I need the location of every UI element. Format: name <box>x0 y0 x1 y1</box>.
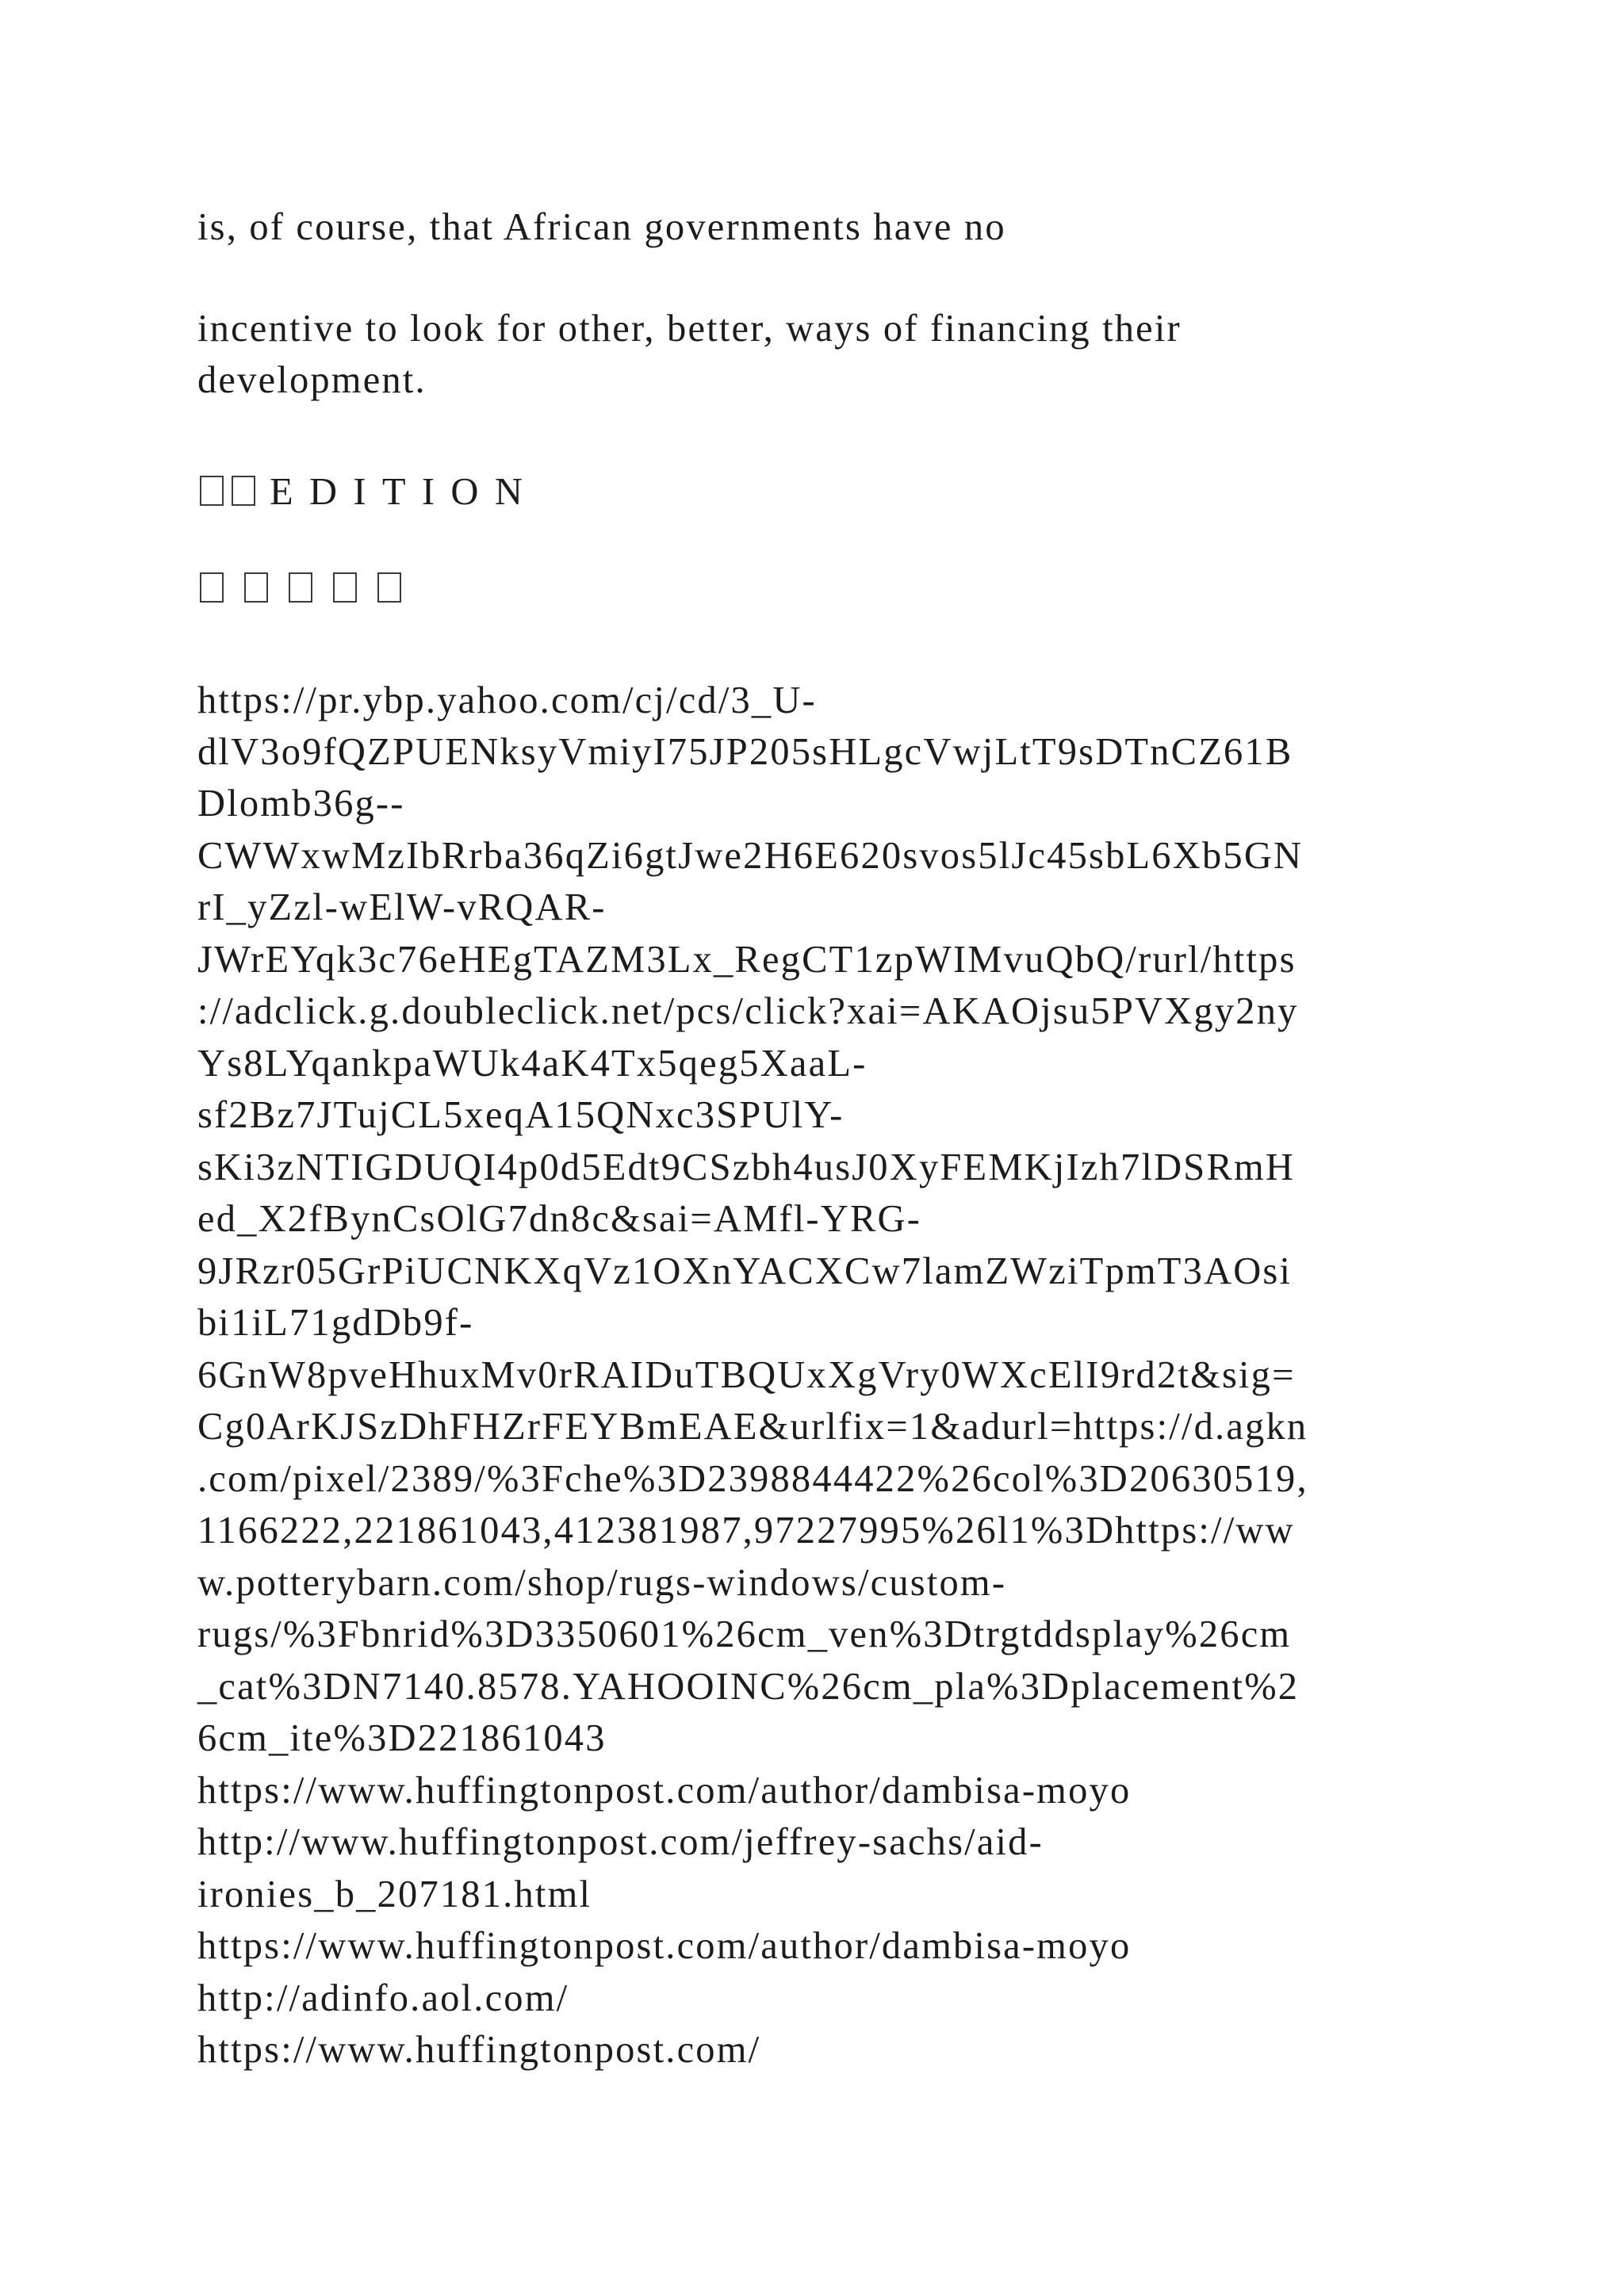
url-line: CWWxwMzIbRrba36qZi6gtJwe2H6E620svos5lJc45sbL6Xb5GN <box>197 835 1304 877</box>
url-line: _cat%3DN7140.8578.YAHOOINC%26cm_pla%3Dplacement%2 <box>197 1666 1300 1708</box>
edition-label: EDITION <box>270 471 539 513</box>
missing-glyph-icon <box>289 572 312 603</box>
paragraph-line: is, of course, that African governments have no <box>197 206 1006 248</box>
url-line: 1166222,221861043,412381987,97227995%26l1%3Dhttps://ww <box>197 1510 1295 1552</box>
missing-glyph-icon <box>244 572 268 603</box>
url-line: rugs/%3Fbnrid%3D3350601%26cm_ven%3Dtrgtddsplay%26cm <box>197 1613 1292 1655</box>
url-line: JWrEYqk3c76eHEgTAZM3Lx_RegCT1zpWIMvuQbQ/rurl/https <box>197 939 1297 981</box>
missing-glyph-icon <box>377 572 401 603</box>
url-line: ://adclick.g.doubleclick.net/pcs/click?xai=AKAOjsu5PVXgy2ny <box>197 990 1299 1032</box>
url-line: http://adinfo.aol.com/ <box>197 1977 569 2019</box>
url-line: ed_X2fBynCsOlG7dn8c&sai=AMfl-YRG- <box>197 1198 922 1240</box>
url-line: https://www.huffingtonpost.com/author/dambisa-moyo <box>197 1925 1132 1967</box>
url-line: ironies_b_207181.html <box>197 1873 592 1915</box>
url-line: rI_yZzl-wElW-vRQAR- <box>197 886 607 928</box>
url-line: https://www.huffingtonpost.com/author/dambisa-moyo <box>197 1770 1132 1812</box>
url-line: sf2Bz7JTujCL5xeqA15QNxc3SPUlY- <box>197 1094 845 1136</box>
missing-glyph-icon <box>333 572 357 603</box>
edition-heading <box>200 470 538 514</box>
missing-glyph-icon <box>200 476 224 506</box>
missing-glyph-icon <box>232 476 255 506</box>
missing-glyph-icon <box>200 572 224 603</box>
paragraph-line: incentive to look for other, better, ways of financing their <box>197 308 1182 350</box>
url-line: Ys8LYqankpaWUk4aK4Tx5qeg5XaaL- <box>197 1043 868 1085</box>
url-line: 9JRzr05GrPiUCNKXqVz1OXnYACXCw7lamZWziTpmT3AOsi <box>197 1250 1293 1292</box>
missing-glyph-row <box>200 572 422 605</box>
url-line: https://pr.ybp.yahoo.com/cj/cd/3_U- <box>197 679 817 721</box>
url-line: .com/pixel/2389/%3Fche%3D2398844422%26col%3D20630519, <box>197 1458 1308 1500</box>
paragraph-line: development. <box>197 359 427 401</box>
url-line: w.potterybarn.com/shop/rugs-windows/custom- <box>197 1562 1007 1604</box>
url-line: 6GnW8pveHhuxMv0rRAIDuTBQUxXgVry0WXcElI9rd2t&sig= <box>197 1354 1296 1396</box>
url-line: https://www.huffingtonpost.com/ <box>197 2029 761 2071</box>
url-line: dlV3o9fQZPUENksyVmiyI75JP205sHLgcVwjLtT9sDTnCZ61B <box>197 731 1293 773</box>
url-line: http://www.huffingtonpost.com/jeffrey-sachs/aid- <box>197 1821 1044 1863</box>
url-line: 6cm_ite%3D221861043 <box>197 1717 607 1759</box>
url-line: Dlomb36g-- <box>197 783 405 825</box>
url-line: bi1iL71gdDb9f- <box>197 1302 474 1344</box>
url-line: sKi3zNTIGDUQI4p0d5Edt9CSzbh4usJ0XyFEMKjIzh7lDSRmH <box>197 1146 1296 1188</box>
url-line: Cg0ArKJSzDhFHZrFEYBmEAE&urlfix=1&adurl=https://d.agkn <box>197 1406 1308 1448</box>
